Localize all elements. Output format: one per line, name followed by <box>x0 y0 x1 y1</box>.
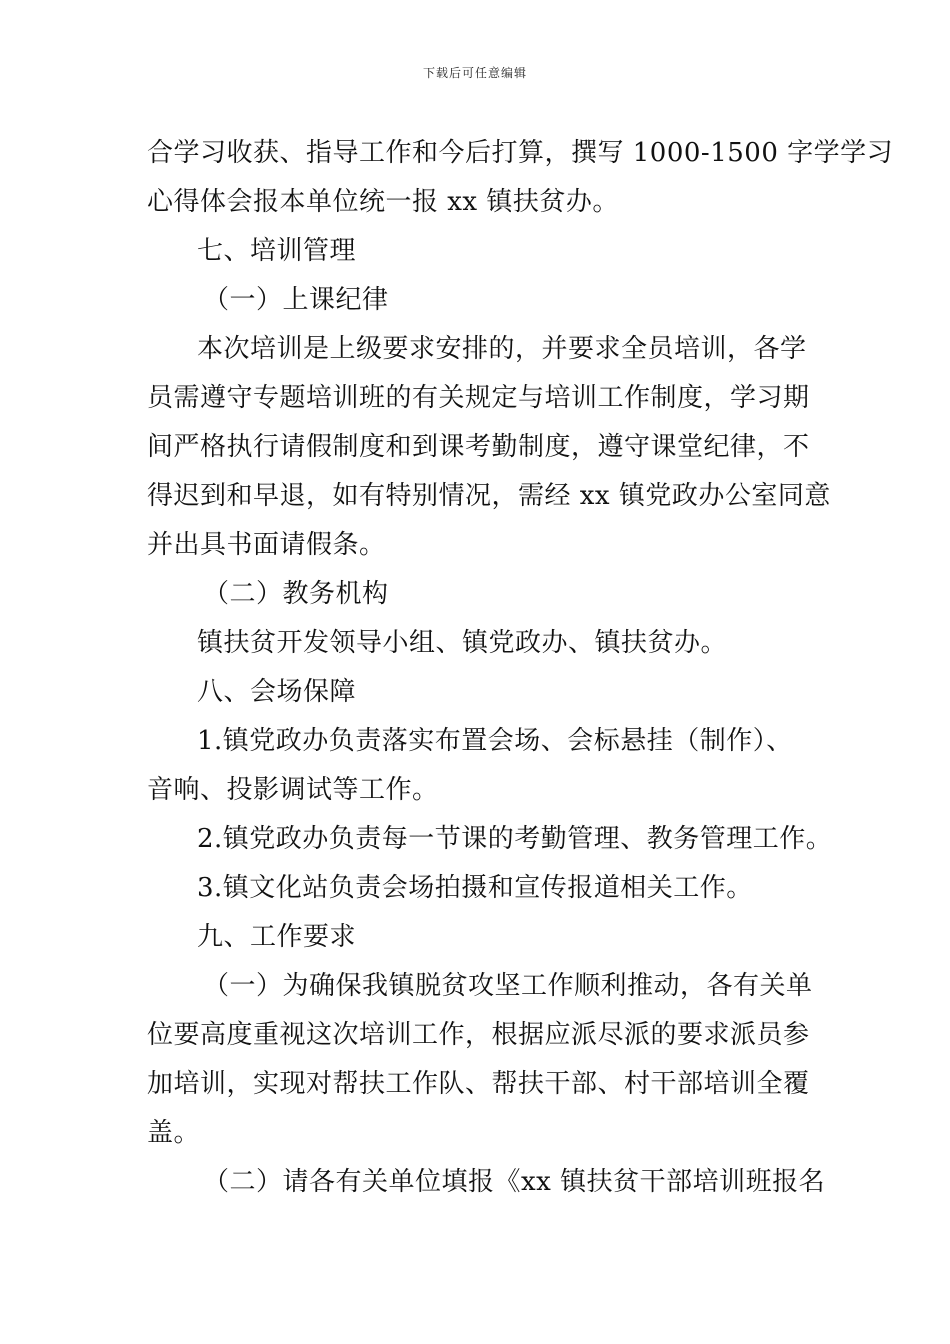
list-item: 1.镇党政办负责落实布置会场、会标悬挂（制作）、 <box>197 726 793 756</box>
section-heading: 九、工作要求 <box>197 922 357 952</box>
section-heading: 八、会场保障 <box>197 677 357 707</box>
text-line: 并出具书面请假条。 <box>147 530 386 560</box>
text-line: 镇扶贫开发领导小组、镇党政办、镇扶贫办。 <box>197 628 728 658</box>
subsection-heading: （一）上课纪律 <box>203 285 389 315</box>
text-line: 合学习收获、指导工作和今后打算，撰写 1000-1500 字学学习 <box>147 138 894 168</box>
page-header: 下载后可任意编辑 <box>422 66 527 80</box>
text-line: 间严格执行请假制度和到课考勤制度，遵守课堂纪律，不 <box>147 432 810 462</box>
section-heading: 七、培训管理 <box>197 236 357 266</box>
text-line: （一）为确保我镇脱贫攻坚工作顺利推动，各有关单 <box>203 971 813 1001</box>
list-item: 2.镇党政办负责每一节课的考勤管理、教务管理工作。 <box>197 824 833 854</box>
subsection-heading: （二）教务机构 <box>203 579 389 609</box>
text-line: 位要高度重视这次培训工作，根据应派尽派的要求派员参 <box>147 1020 810 1050</box>
text-line: 得迟到和早退，如有特别情况，需经 xx 镇党政办公室同意 <box>147 481 831 511</box>
text-line: 盖。 <box>147 1118 201 1148</box>
list-item: 3.镇文化站负责会场拍摄和宣传报道相关工作。 <box>197 873 753 903</box>
text-line: 音响、投影调试等工作。 <box>147 775 439 805</box>
text-line: 本次培训是上级要求安排的，并要求全员培训，各学 <box>197 334 807 364</box>
text-line: （二）请各有关单位填报《xx 镇扶贫干部培训班报名 <box>203 1167 826 1197</box>
text-line: 员需遵守专题培训班的有关规定与培训工作制度，学习期 <box>147 383 810 413</box>
document-body <box>147 129 894 1207</box>
text-line: 心得体会报本单位统一报 xx 镇扶贫办。 <box>147 187 619 217</box>
text-line: 加培训，实现对帮扶工作队、帮扶干部、村干部培训全覆 <box>147 1069 810 1099</box>
